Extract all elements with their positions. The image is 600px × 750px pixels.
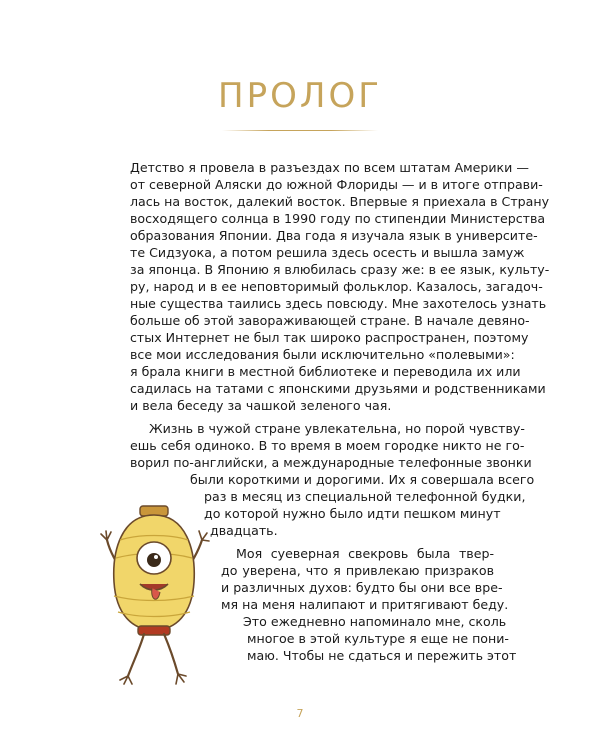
text-line: лась на восток, далекий восток. Впервые я приехала в Страну <box>130 194 550 209</box>
text-line: и вела беседу за чашкой зеленого чая. <box>130 398 392 413</box>
text-line: садилась на татами с японскими друзьями и родственниками <box>130 381 546 396</box>
text-line: все мои исследования были исключительно «полевыми»: <box>130 347 515 362</box>
text-line: Это ежедневно напоминало мне, сколь <box>243 614 507 629</box>
title-divider <box>222 130 378 131</box>
text-line: стых Интернет не был так широко распространен, поэтому <box>130 330 529 345</box>
text-line: больше об этой завораживающей стране. В начале девяно- <box>130 313 530 328</box>
text-line: восходящего солнца в 1990 году по стипендии Министерства <box>130 211 546 226</box>
text-line: образования Японии. Два года я изучала язык в университе- <box>130 228 538 243</box>
page-number: 7 <box>296 707 304 720</box>
text-line: ру, народ и в ее неповторимый фольклор. Казалось, загадоч- <box>130 279 543 294</box>
text-line: ворил по-английски, а международные телефонные звонки <box>130 455 532 470</box>
text-line: Жизнь в чужой стране увлекательна, но порой чувству- <box>149 421 525 436</box>
chapter-title: ПРОЛОГ <box>218 76 382 116</box>
text-line: те Сидзуока, а потом решила здесь осесть и вышла замуж <box>130 245 525 260</box>
text-line: и различных духов: будто бы они все вре- <box>221 580 503 595</box>
text-line: двадцать. <box>210 523 278 538</box>
text-line: многое в этой культуре я еще не пони- <box>247 631 509 646</box>
text-line: до уверена, что я привлекаю призраков <box>221 563 494 578</box>
text-line: от северной Аляски до южной Флориды — и в итоге отправи- <box>130 177 543 192</box>
text-line: мя на меня налипают и притягивают беду. <box>221 597 509 612</box>
text-line: ешь себя одиноко. В то время в моем городке никто не го- <box>130 438 525 453</box>
text-line: за японца. В Японию я влюбилась сразу же: в ее язык, культу- <box>130 262 550 277</box>
text-line: ные существа таились здесь повсюду. Мне захотелось узнать <box>130 296 547 311</box>
text-line: до которой нужно было идти пешком минут <box>204 506 501 521</box>
text-line: были короткими и дорогими. Их я совершала всего <box>190 472 535 487</box>
text-line: Моя суеверная свекровь была твер- <box>236 546 494 561</box>
paper-lantern-yokai-icon <box>90 500 218 690</box>
text-line: раз в месяц из специальной телефонной будки, <box>204 489 526 504</box>
text-line: маю. Чтобы не сдаться и пережить этот <box>247 648 517 663</box>
text-line: Детство я провела в разъездах по всем штатам Америки — <box>130 160 529 175</box>
text-line: я брала книги в местной библиотеке и переводила их или <box>130 364 521 379</box>
